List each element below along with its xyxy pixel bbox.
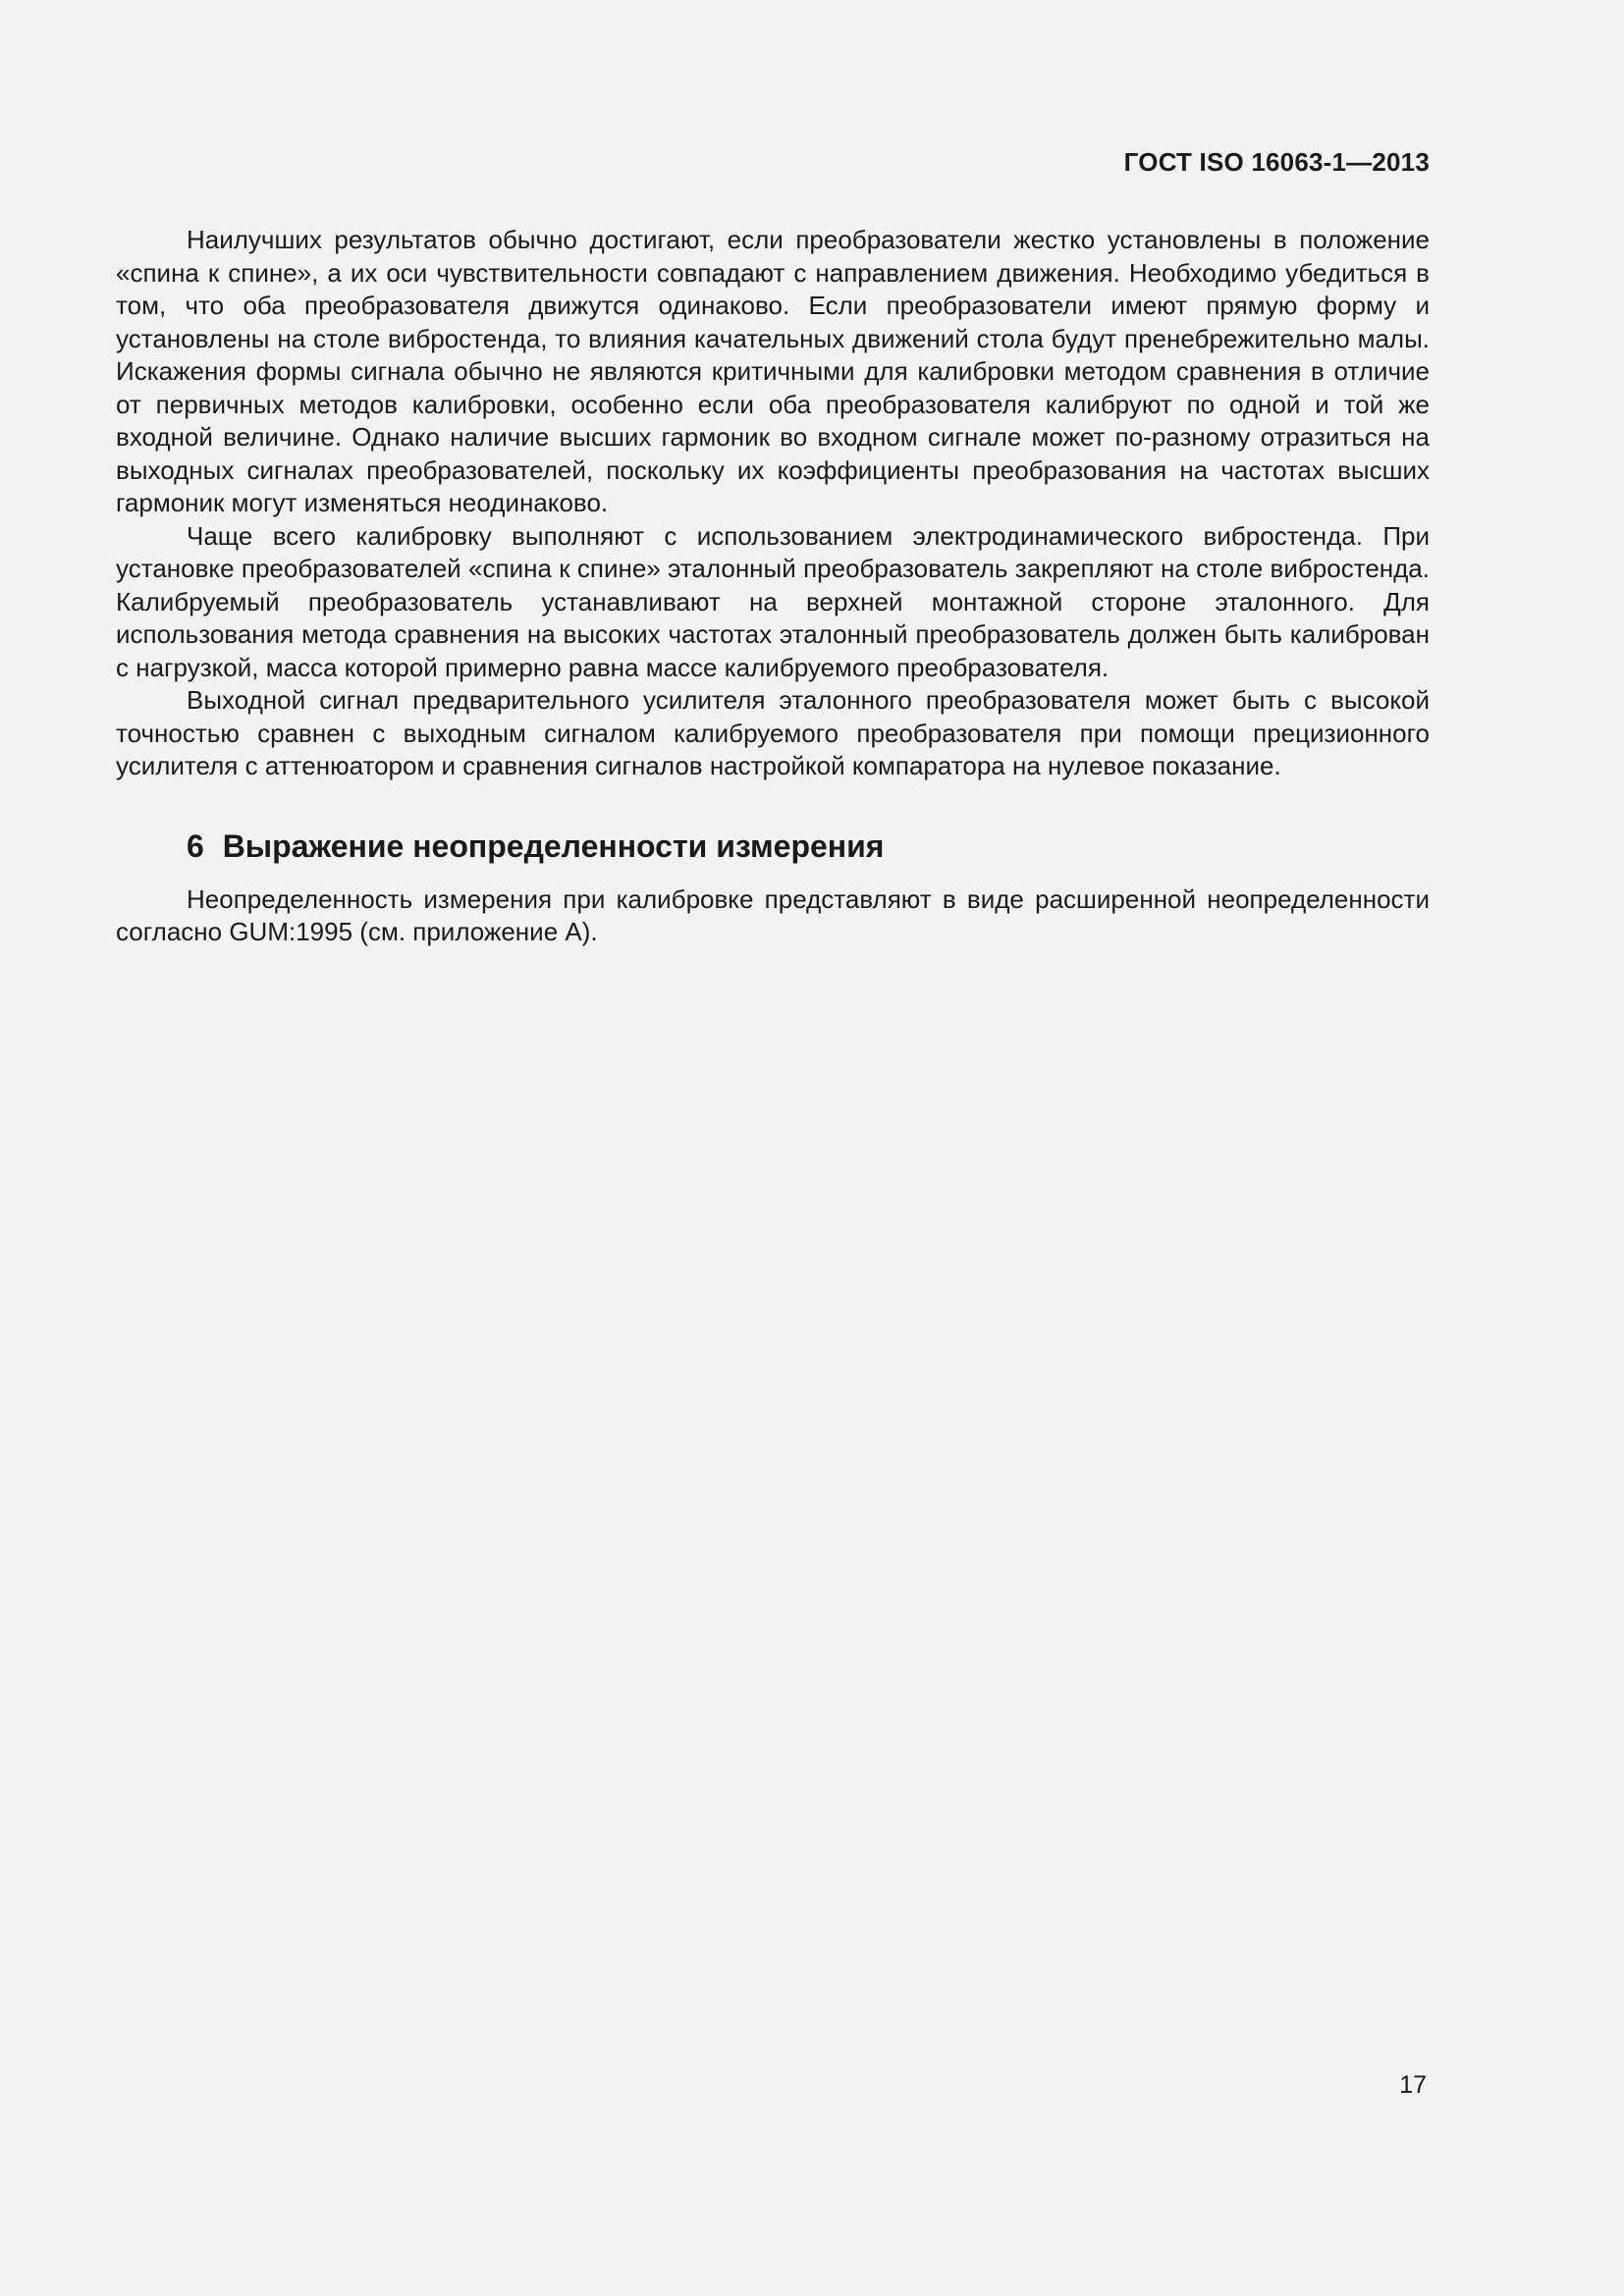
section-paragraph: Неопределенность измерения при калибровке представляют в виде расширенной неопределенности согласно GUM:1995 (см. приложение А). bbox=[116, 883, 1430, 946]
standard-code-header: ГОСТ ISO 16063-1—2013 bbox=[1123, 147, 1430, 177]
page-content bbox=[116, 224, 1430, 949]
page-number: 17 bbox=[1399, 2071, 1427, 2099]
body-paragraph-2: Чаще всего калибровку выполняют с использованием электродинамического вибростенда. При установке преобразователей «спина к спине» эталонный преобразователь закрепляют на столе вибростенда. Калибруемый преобразователь устанавливают на верхней монтажной стороне эталонного. Для использования метода сравнения на высоких частотах эталонный преобразователь должен быть калиброван с нагрузкой, масса которой примерно равна массе калибруемого преобразователя. bbox=[116, 520, 1430, 682]
section-heading bbox=[116, 827, 1430, 866]
section-number: 6 bbox=[187, 828, 204, 864]
section-title: Выражение неопределенности измерения bbox=[222, 828, 885, 864]
body-paragraph-1: Наилучших результатов обычно достигают, если преобразователи жестко установлены в положение «спина к спине», а их оси чувствительности совпадают с направлением движения. Необходимо убедиться в том, что оба преобразователя движутся одинаково. Если преобразователи имеют прямую форму и установлены на столе вибростенда, то влияния качательных движений стола будут пренебрежительно малы. Искажения формы сигнала обычно не являются критичными для калибровки методом сравнения в отличие от первичных методов калибровки, особенно если оба преобразователя калибруют по одной и той же входной величине. Однако наличие высших гармоник во входном сигнале может по-разному отразиться на выходных сигналах преобразователей, поскольку их коэффициенты преобразования на частотах высших гармоник могут изменяться неодинаково. bbox=[116, 225, 1430, 517]
body-paragraph-3: Выходной сигнал предварительного усилителя эталонного преобразователя может быть с высокой точностью сравнен с выходным сигналом калибруемого преобразователя при помощи прецизионного усилителя с аттенюатором и сравнения сигналов настройкой компаратора на нулевое показание. bbox=[116, 685, 1430, 780]
